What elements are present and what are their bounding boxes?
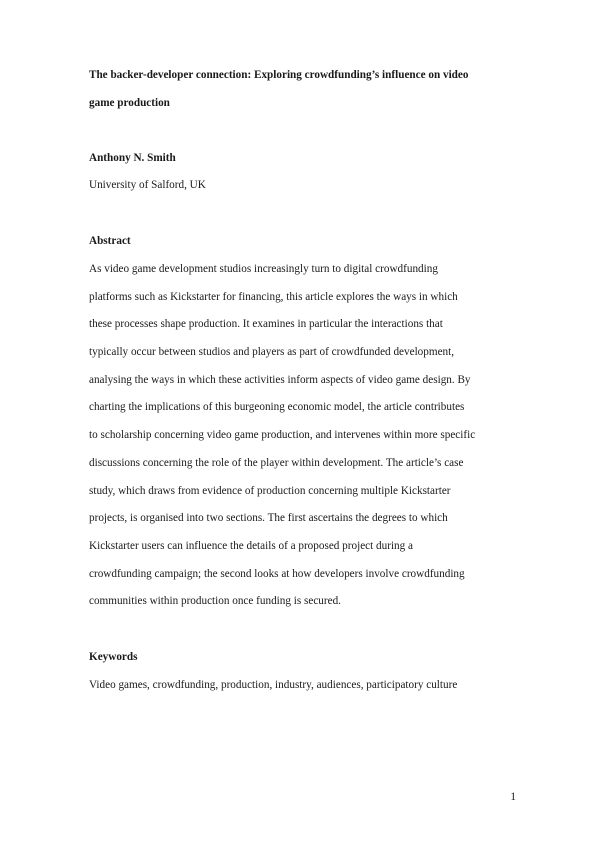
keywords-heading: Keywords [89, 651, 138, 663]
page-number: 1 [510, 791, 516, 803]
abstract-line: As video game development studios increasingly turn to digital crowdfunding [89, 263, 438, 275]
author-affiliation: University of Salford, UK [89, 179, 206, 191]
abstract-line: discussions concerning the role of the player within development. The article’s case [89, 456, 464, 469]
abstract-line: platforms such as Kickstarter for financing, this article explores the ways in which [89, 290, 458, 303]
abstract-line: typically occur between studios and players as part of crowdfunded development, [89, 346, 455, 359]
abstract-line: Kickstarter users can influence the details of a proposed project during a [89, 539, 414, 552]
abstract-body [89, 256, 509, 616]
keywords-list: Video games, crowdfunding, production, industry, audiences, participatory culture [89, 679, 458, 691]
abstract-line: to scholarship concerning video game production, and intervenes within more specific [89, 429, 476, 442]
abstract-line: projects, is organised into two sections. The first ascertains the degrees to which [89, 512, 448, 525]
author-name: Anthony N. Smith [89, 152, 176, 164]
paper-title-line-2: game production [89, 97, 170, 109]
abstract-line: communities within production once funding is secured. [89, 595, 341, 608]
abstract-line: study, which draws from evidence of production concerning multiple Kickstarter [89, 484, 451, 497]
abstract-line: charting the implications of this burgeoning economic model, the article contributes [89, 401, 465, 414]
paper-title-line-1: The backer-developer connection: Exploring crowdfunding’s influence on video [89, 69, 469, 81]
abstract-line: analysing the ways in which these activities inform aspects of video game design. By [89, 373, 471, 386]
abstract-line: crowdfunding campaign; the second looks at how developers involve crowdfunding [89, 567, 465, 580]
abstract-line: these processes shape production. It examines in particular the interactions that [89, 318, 443, 331]
abstract-heading: Abstract [89, 235, 131, 247]
